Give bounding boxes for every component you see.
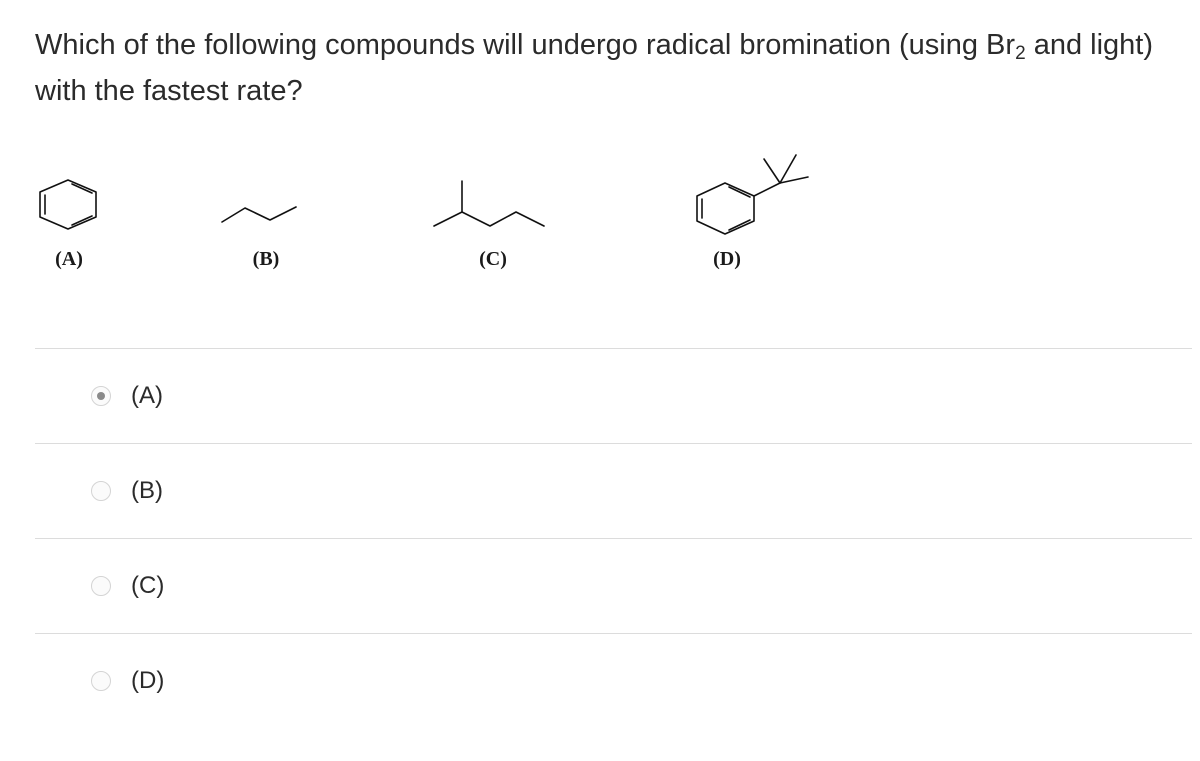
structure-label-d: (D) — [713, 248, 741, 270]
tbb-ring — [697, 183, 754, 234]
tbb-methyl-2 — [780, 155, 796, 183]
structures-figure — [0, 135, 1200, 285]
radio-option-d[interactable] — [91, 671, 111, 691]
isopentane-structure-icon — [434, 181, 544, 226]
structures-svg — [0, 135, 1200, 285]
radio-option-a[interactable] — [91, 386, 111, 406]
question-text-part-1: Which of the following compounds will undergo radical bromination (using Br — [35, 29, 1016, 61]
benzene-structure-icon — [40, 180, 96, 229]
option-b[interactable] — [35, 443, 1192, 538]
structure-label-a: (A) — [55, 248, 83, 270]
structure-label-b: (B) — [252, 248, 280, 270]
option-b-label: (B) — [131, 477, 163, 504]
radio-option-b[interactable] — [91, 481, 111, 501]
option-c-label: (C) — [131, 572, 165, 599]
option-d[interactable] — [35, 633, 1192, 728]
benzene-ring — [40, 180, 96, 229]
radio-option-c[interactable] — [91, 576, 111, 596]
question-subscript: 2 — [1015, 43, 1026, 64]
option-c[interactable] — [35, 538, 1192, 633]
tbb-substituent-bond — [754, 183, 780, 196]
option-a-label: (A) — [131, 382, 163, 409]
answer-options — [35, 348, 1192, 728]
option-a[interactable] — [35, 348, 1192, 443]
question-text-part-2: and light) with the fastest rate? — [35, 29, 1153, 107]
structure-label-c: (C) — [479, 248, 507, 270]
option-d-label: (D) — [131, 667, 165, 694]
tbb-methyl-1 — [764, 159, 780, 183]
question-text — [35, 22, 1175, 114]
tert-butylbenzene-structure-icon — [697, 155, 808, 234]
tbb-methyl-3 — [780, 177, 808, 183]
butane-structure-icon — [222, 207, 296, 222]
